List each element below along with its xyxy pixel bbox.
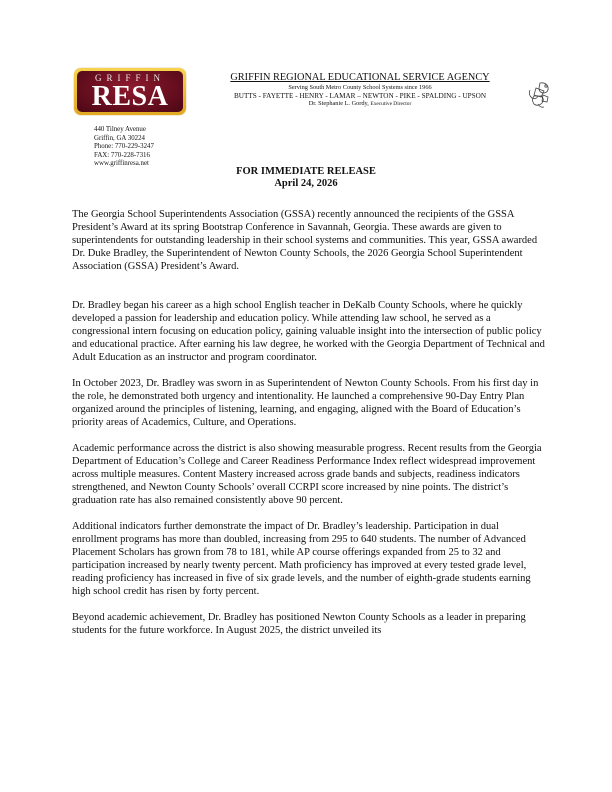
- logo-badge: [77, 71, 183, 112]
- release-header: [0, 166, 612, 190]
- director-name: Dr. Stephanie L. Gordy,: [308, 100, 369, 108]
- celtic-knot-flourish-icon: [526, 80, 554, 110]
- release-heading: FOR IMMEDIATE RELEASE: [236, 166, 376, 177]
- letterhead: [200, 73, 520, 108]
- griffin-resa-logo: [74, 68, 186, 115]
- press-release-body: [72, 208, 546, 650]
- address-city: Griffin, GA 30224: [94, 134, 145, 142]
- county-list: BUTTS - FAYETTE - HENRY - LAMAR – NEWTON - PIKE - SPALDING - UPSON: [233, 92, 487, 101]
- address-street: 440 Tilney Avenue: [94, 126, 146, 133]
- address-phone: Phone: 770-229-3247: [94, 143, 154, 151]
- release-date: April 24, 2026: [274, 178, 338, 189]
- agency-name: GRIFFIN REGIONAL EDUCATIONAL SERVICE AGENCY: [230, 72, 490, 83]
- agency-tagline: Serving South Metro County School Systems since 1966: [288, 84, 432, 92]
- paragraph-3: In October 2023, Dr. Bradley was sworn in as Superintendent of Newton County Schools. From his first day in the role, he demonstrated both urgency and intentionality. He launched a comprehensive 90-Day Entry Plan organized around the principles of listening, learning, and engaging, aligned with the Board of Education’s priority areas of Academics, Culture, and Operations.: [72, 378, 539, 428]
- paragraph-4: Academic performance across the district is also showing measurable progress. Recent results from the Georgia Department of Education’s College and Career Readiness Performance Index reflect widespread improvement across multiple measures. Content Mastery increased across grade bands and subjects, readiness indicators strengthened, and Newton County Schools’ overall CCRPI score increased by nine points. The district’s graduation rate has also remained consistently above 90 percent.: [72, 443, 542, 506]
- logo-top-text: GRIFFIN: [94, 73, 165, 83]
- address-block: [94, 126, 154, 169]
- paragraph-1: The Georgia School Superintendents Association (GSSA) recently announced the recipients of the GSSA President’s Award at its spring Bootstrap Conference in Savannah, Georgia. These awards are given to superintendents for outstanding leadership in their school systems and communities. This year, GSSA awarded Dr. Duke Bradley, the Superintendent of Newton County Schools, the 2026 Georgia School Superintendent Association (GSSA) President’s Award.: [72, 209, 538, 272]
- website-link[interactable]: www.griffinresa.net: [94, 160, 149, 168]
- paragraph-2: Dr. Bradley began his career as a high school English teacher in DeKalb County Schools, where he quickly developed a passion for leadership and education policy. While attending law school, he served as a congressional intern focusing on education policy, gaining valuable insight into the intersection of public policy and educational practice. After earning his law degree, he worked with the Georgia Department of Technical and Adult Education as an instructor and program coordinator.: [72, 300, 545, 363]
- director-title: Executive Director: [370, 101, 412, 108]
- paragraph-5: Additional indicators further demonstrate the impact of Dr. Bradley’s leadership. Participation in dual enrollment programs has more than doubled, increasing from 295 to 640 students. The number of Advanced Placement Scholars has grown from 78 to 181, while AP course offerings expanded from 25 to 32 and participation increased by nearly twenty percent. Math proficiency has improved at every tested grade level, reading proficiency has increased in five of six grade levels, and the number of eighth-grade students earning high school credit has risen by forty percent.: [72, 521, 531, 597]
- address-fax: FAX: 770-228-7316: [94, 151, 150, 159]
- logo-main-text: RESA: [91, 81, 169, 112]
- executive-director: [200, 100, 520, 108]
- paragraph-6: Beyond academic achievement, Dr. Bradley has positioned Newton County Schools as a leader in preparing students for the future workforce. In August 2025, the district unveiled its: [72, 612, 526, 636]
